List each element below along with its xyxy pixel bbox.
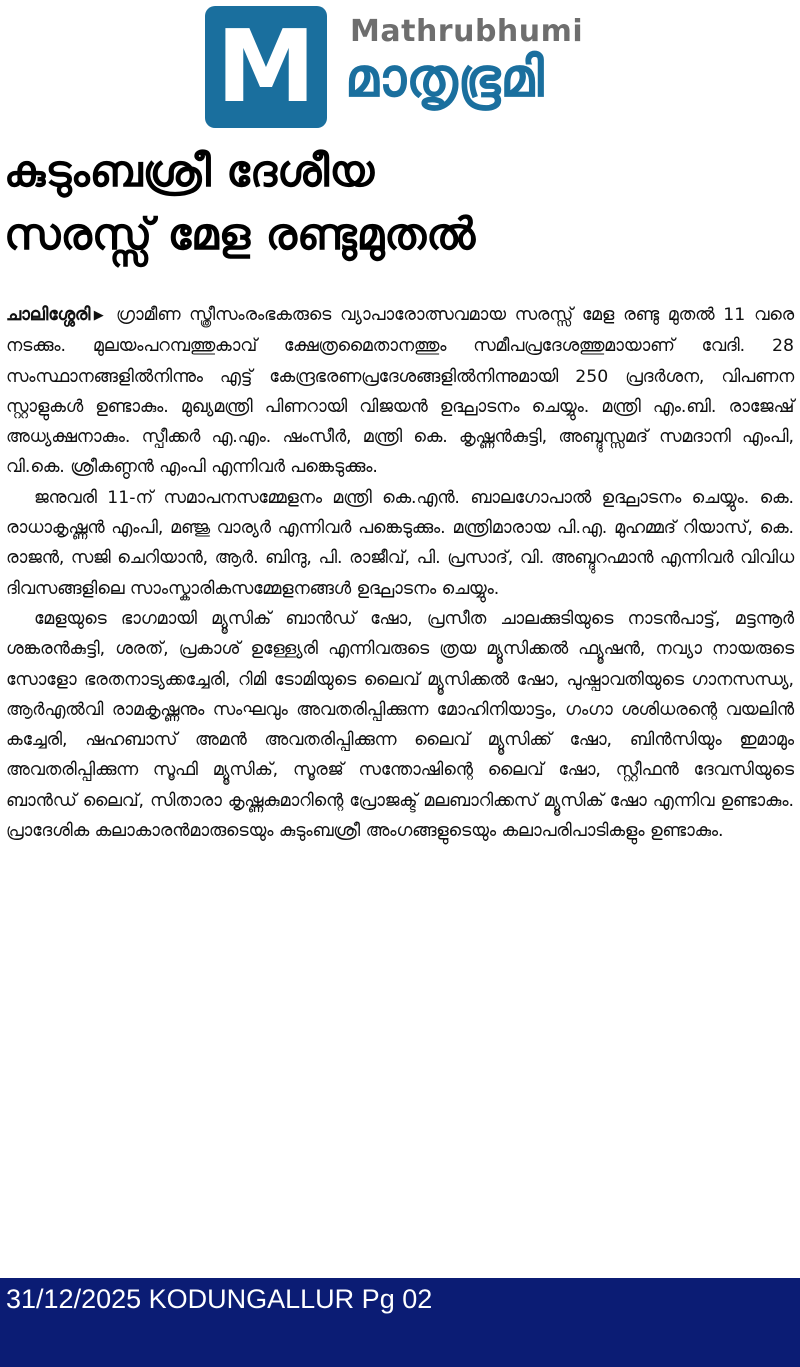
brand-name-malayalam: മാതൃഭൂമി (345, 46, 544, 109)
brand-name-english: Mathrubhumi (350, 14, 584, 49)
article-paragraph (6, 300, 794, 483)
dateline: ചാലിശ്ശേരി (6, 305, 91, 325)
headline-line-2: സരസ്സ് മേള രണ്ടുമുതൽ (4, 209, 476, 260)
logo-letter: M (216, 8, 316, 125)
headline (4, 140, 794, 266)
footer-bar (0, 1278, 800, 1367)
article-paragraph: മേളയുടെ ഭാഗമായി മ്യൂസിക് ബാൻഡ് ഷോ, പ്രസീത ചാലക്കുടിയുടെ നാടൻപാട്ട്, മട്ടന്നൂർ ശങ്കരൻകുട്ടി, ശരത്, പ്രകാശ് ഉള്ള്യേരി എന്നിവരുടെ ത്രയ മ്യൂസിക്കൽ ഫ്യൂഷൻ, നവ്യാ നായരുടെ സോളോ ഭരതനാട്യക്കച്ചേരി, റിമി ടോമിയുടെ ലൈവ് മ്യൂസിക്കൽ ഷോ, പുഷ്പാവതിയുടെ ഗാനസന്ധ്യ, ആർഎൽവി രാമകൃഷ്ണനും സംഘവും അവതരിപ്പിക്കുന്ന മോഹിനിയാട്ടം, ഗംഗാ ശശിധരന്റെ വയലിൻ കച്ചേരി, ഷഹബാസ് അമൻ അവതരിപ്പിക്കുന്ന ലൈവ് മ്യൂസിക്ക് ഷോ, ബിൻസിയും ഇമാമും അവതരിപ്പിക്കുന്ന സൂഫി മ്യൂസിക്, സൂരജ് സന്തോഷിന്റെ ലൈവ് ഷോ, സ്റ്റീഫൻ ദേവസിയുടെ ബാൻഡ് ലൈവ്, സിതാരാ കൃഷ്ണകുമാറിന്റെ പ്രോജക്ട് മലബാറിക്കസ് മ്യൂസിക് ഷോ എന്നിവ ഉണ്ടാകും. പ്രാദേശിക കലാകാരൻമാരുടെയും കുടുംബശ്രീ അംഗങ്ങളുടെയും കലാപരിപാടികളും ഉണ്ടാകും. (6, 608, 794, 842)
dateline-arrow-icon: ▶ (90, 308, 108, 323)
masthead (205, 4, 705, 132)
article-body (6, 300, 794, 846)
headline-line-1: കുടുംബശ്രീ ദേശീയ (4, 146, 375, 197)
article-paragraph: ജനുവരി 11-ന് സമാപനസമ്മേളനം മന്ത്രി കെ.എൻ. ബാലഗോപാൽ ഉദ്ഘാടനം ചെയ്യും. കെ. രാധാകൃഷ്ണൻ എംപി, മഞ്ജു വാര്യർ എന്നിവർ പങ്കെടുക്കും. മന്ത്രിമാരായ പി.എ. മുഹമ്മദ് റിയാസ്, കെ. രാജൻ, സജി ചെറിയാൻ, ആർ. ബിന്ദു, പി. രാജീവ്, പി. പ്രസാദ്, വി. അബ്ദുറഹ്മാൻ എന്നിവർ വിവിധ ദിവസങ്ങളിലെ സാംസ്കാരികസമ്മേളനങ്ങൾ ഉദ്ഘാടനം ചെയ്യും. (6, 487, 794, 599)
edition-info: 31/12/2025 KODUNGALLUR Pg 02 (6, 1284, 433, 1314)
mathrubhumi-logo (205, 6, 327, 128)
paragraph-text: ഗ്രാമീണ സ്ത്രീസംരംഭകരുടെ വ്യാപാരോത്സവമായ സരസ്സ് മേള രണ്ടു മുതൽ 11 വരെ നടക്കും. മുലയംപറമ്പത്തുകാവ് ക്ഷേത്രമൈതാനത്തും സമീപപ്രദേശത്തുമായാണ് വേദി. 28 സംസ്ഥാനങ്ങളിൽനിന്നും എട്ട് കേന്ദ്രഭരണപ്രദേശങ്ങളിൽനിന്നുമായി 250 പ്രദർശന, വിപണന സ്റ്റാളുകൾ ഉണ്ടാകും. മുഖ്യമന്ത്രി പിണറായി വിജയൻ ഉദ്ഘാടനം ചെയ്യും. മന്ത്രി എം.ബി. രാജേഷ് അധ്യക്ഷനാകും. സ്പീക്കർ എ.എം. ഷംസീർ, മന്ത്രി കെ. കൃഷ്ണൻകുട്ടി, അബ്ദുസ്സമദ് സമദാനി എംപി, വി.കെ. ശ്രീകണ്ഠൻ എംപി എന്നിവർ പങ്കെടുക്കും. (6, 305, 795, 478)
